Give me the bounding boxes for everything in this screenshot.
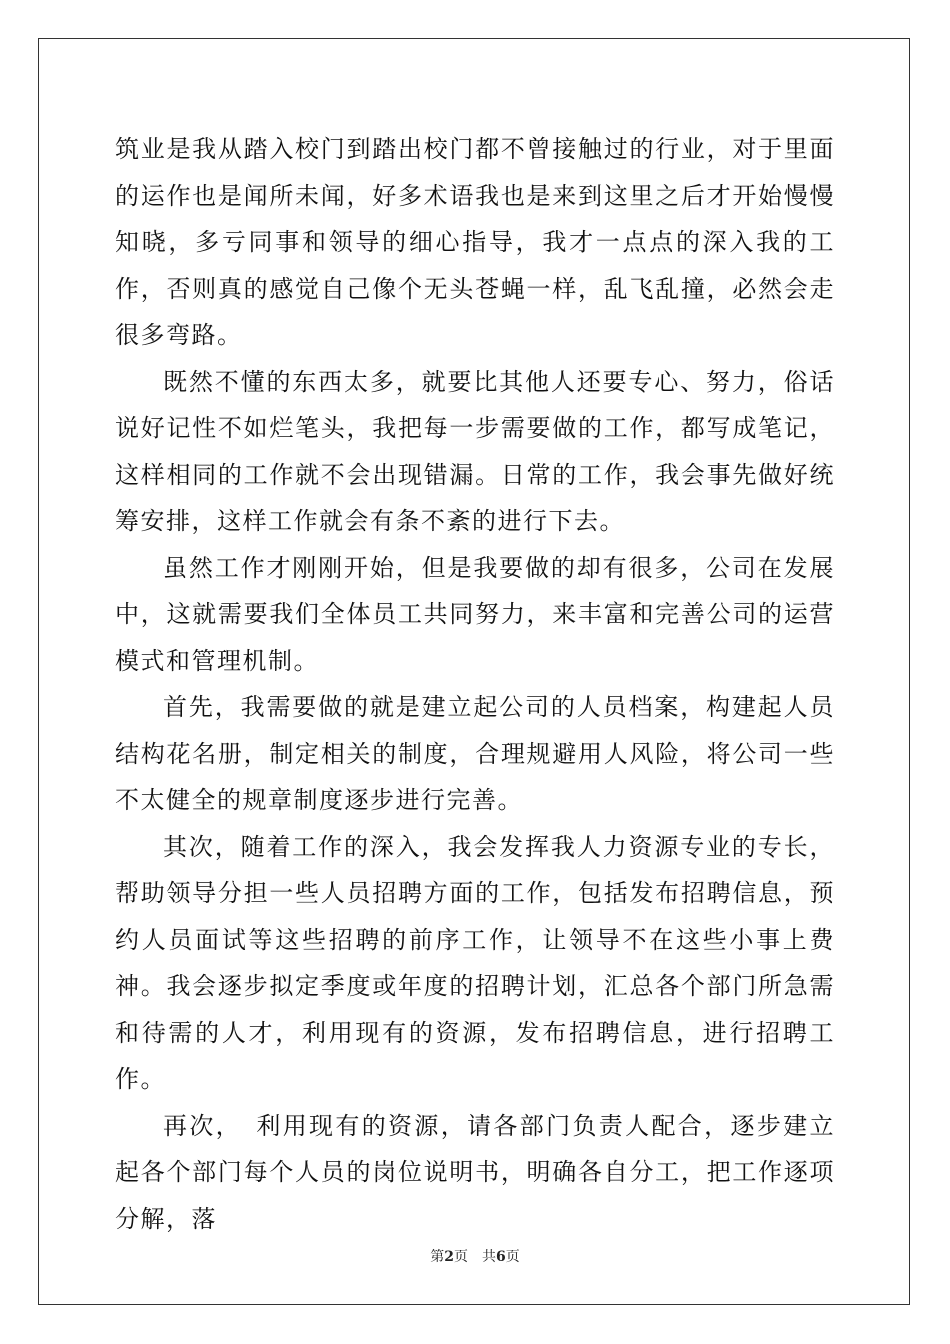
paragraph-6: 再次， 利用现有的资源，请各部门负责人配合，逐步建立起各个部门每个人员的岗位说明书，明确各自分工，把工作逐项分解，落 [115,1111,835,1233]
current-page-number: 2 [444,1249,454,1265]
total-page-number: 6 [496,1249,506,1265]
footer-prefix: 第 [430,1249,445,1265]
paragraph-3: 虽然工作才刚刚开始，但是我要做的却有很多，公司在发展中，这就需要我们全体员工共同努力，来丰富和完善公司的运营模式和管理机制。 [115,553,835,675]
footer-total-suffix: 页 [505,1249,520,1265]
page-number-footer [0,1246,950,1266]
footer-page-suffix: 页 共 [454,1249,496,1265]
paragraph-4: 首先，我需要做的就是建立起公司的人员档案，构建起人员结构花名册，制定相关的制度，合理规避用人风险，将公司一些不太健全的规章制度逐步进行完善。 [115,693,835,814]
document-body [115,126,835,1242]
paragraph-5: 其次，随着工作的深入，我会发挥我人力资源专业的专长，帮助领导分担一些人员招聘方面的工作，包括发布招聘信息，预约人员面试等这些招聘的前序工作，让领导不在这些小事上费神。我会逐步拟定季度或年度的招聘计划，汇总各个部门所急需和待需的人才，利用现有的资源，发布招聘信息，进行招聘工作。 [115,832,835,1093]
paragraph-2: 既然不懂的东西太多，就要比其他人还要专心、努力，俗话说好记性不如烂笔头，我把每一步需要做的工作，都写成笔记，这样相同的工作就不会出现错漏。日常的工作，我会事先做好统筹安排，这样工作就会有条不紊的进行下去。 [115,367,835,535]
paragraph-1: 筑业是我从踏入校门到踏出校门都不曾接触过的行业，对于里面的运作也是闻所未闻，好多术语我也是来到这里之后才开始慢慢知晓，多亏同事和领导的细心指导，我才一点点的深入我的工作，否则真的感觉自己像个无头苍蝇一样，乱飞乱撞，必然会走很多弯路。 [115,135,835,349]
